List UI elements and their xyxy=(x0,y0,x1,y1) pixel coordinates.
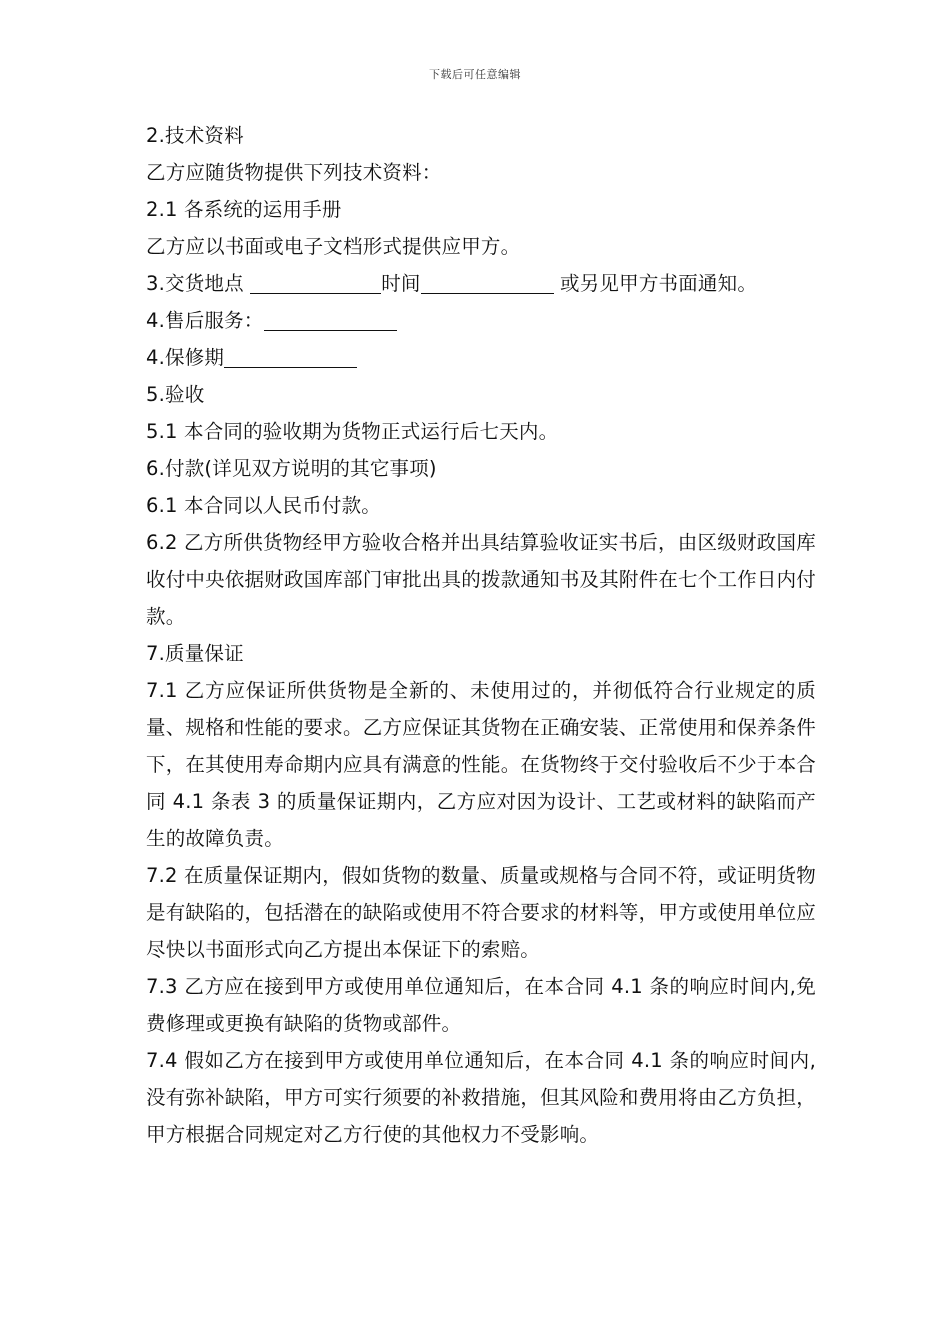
delivery-time-blank[interactable] xyxy=(421,271,554,294)
section-3-delivery xyxy=(146,265,816,302)
section-7-1: 7.1 乙方应保证所供货物是全新的、未使用过的，并彻低符合行业规定的质量、规格和性能的要求。乙方应保证其货物在正确安装、正常使用和保养条件下，在其使用寿命期内应具有满意的性能。在货物终于交付验收后不少于本合同 4.1 条表 3 的质量保证期内，乙方应对因为设计、工艺或材料的缺陷而产生的故障负责。 xyxy=(146,679,816,850)
section-6-2: 6.2 乙方所供货物经甲方验收合格并出具结算验收证实书后，由区级财政国库收付中央依据财政国库部门审批出具的拨款通知书及其附件在七个工作日内付款。 xyxy=(146,531,816,628)
section-7-3: 7.3 乙方应在接到甲方或使用单位通知后，在本合同 4.1 条的响应时间内,免费修理或更换有缺陷的货物或部件。 xyxy=(146,975,816,1035)
section-4-after-sales xyxy=(146,302,816,339)
delivery-location-blank[interactable] xyxy=(250,271,381,294)
section-2-1: 2.1 各系统的运用手册 xyxy=(146,198,342,221)
warranty-blank[interactable] xyxy=(224,345,357,368)
section-2-title: 2.技术资料 xyxy=(146,124,244,147)
document-body xyxy=(146,117,816,1153)
section-2-intro: 乙方应随货物提供下列技术资料： xyxy=(146,161,442,184)
after-sales-label: 4.售后服务： xyxy=(146,309,264,332)
section-7-title: 7.质量保证 xyxy=(146,642,244,665)
section-2-1-description: 乙方应以书面或电子文档形式提供应甲方。 xyxy=(146,235,521,258)
section-6-1: 6.1 本合同以人民币付款。 xyxy=(146,494,382,517)
section-5-title: 5.验收 xyxy=(146,383,205,406)
delivery-note: 或另见甲方书面通知。 xyxy=(553,272,758,295)
section-6-title: 6.付款(详见双方说明的其它事项) xyxy=(146,457,437,480)
header-note: 下载后可任意编辑 xyxy=(429,68,521,81)
section-7-2: 7.2 在质量保证期内，假如货物的数量、质量或规格与合同不符，或证明货物是有缺陷的，包括潜在的缺陷或使用不符合要求的材料等，甲方或使用单位应尽快以书面形式向乙方提出本保证下的索赔。 xyxy=(146,864,816,961)
delivery-time-label: 时间 xyxy=(381,272,421,295)
delivery-location-label: 3.交货地点 xyxy=(146,272,251,295)
section-4-warranty xyxy=(146,339,816,376)
warranty-label: 4.保修期 xyxy=(146,346,225,369)
section-7-4: 7.4 假如乙方在接到甲方或使用单位通知后，在本合同 4.1 条的响应时间内,没有弥补缺陷，甲方可实行须要的补救措施，但其风险和费用将由乙方负担，甲方根据合同规定对乙方行使的其他权力不受影响。 xyxy=(146,1049,816,1146)
section-5-1: 5.1 本合同的验收期为货物正式运行后七天内。 xyxy=(146,420,559,443)
after-sales-blank[interactable] xyxy=(264,308,397,331)
